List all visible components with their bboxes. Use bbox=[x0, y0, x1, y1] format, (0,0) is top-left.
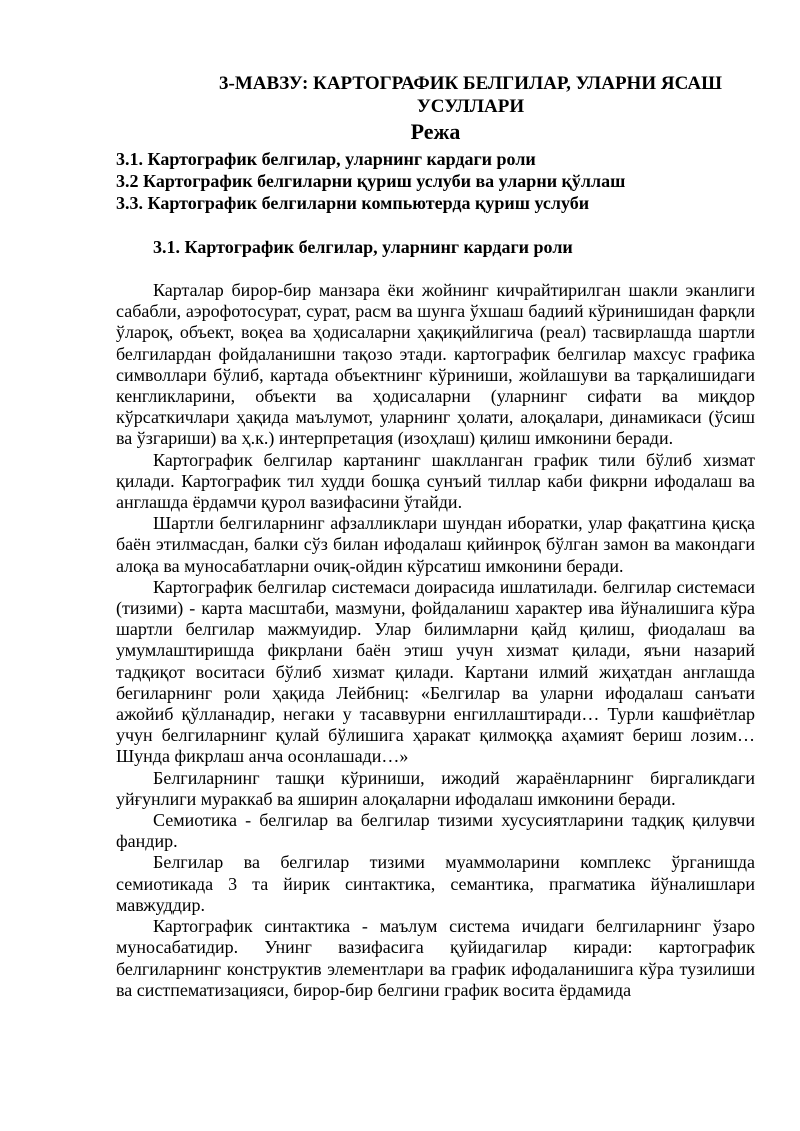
page-title: 3-МАВЗУ: КАРТОГРАФИК БЕЛГИЛАР, УЛАРНИ ЯСАШ УСУЛЛАРИ bbox=[219, 73, 722, 117]
plan-item: 3.1. Картографик белгилар, уларнинг кардаги роли bbox=[116, 149, 536, 169]
paragraph: Белгиларнинг ташқи кўриниши, ижодий жараёнларнинг биргаликдаги уйғунлиги мураккаб ва яширин алоқаларни ифодалаш имконини беради. bbox=[116, 767, 755, 809]
plan-list bbox=[116, 148, 755, 214]
paragraph: Карталар бирор-бир манзара ёки жойнинг кичрайтирилган шакли эканлиги сабабли, аэрофотосурат, сурат, расм ва шунга ўхшаш бадиий кўринишидан фарқли ўлароқ, объект, воқеа ва ҳодисаларни ҳақиқийлигича (реал) тасвирлашда шартли белгилардан фойдаланишни тақозо этади. картографик белгилар махсус графика символлари бўлиб, картада объектнинг кўриниши, жойлашуви ва тарқалишидаги кенгликларини, объекти ва ҳодисаларни (уларнинг сифати ва миқдор кўрсаткичлари ҳақида маълумот, уларнинг ҳолати, алоқалари, динамикаси (ўсиш ва ўзгариши) ва ҳ.к.) интерпретация (изоҳлаш) қилиш имконини беради. bbox=[116, 280, 755, 449]
section-heading: 3.1. Картографик белгилар, уларнинг кардаги роли bbox=[153, 237, 573, 257]
paragraph: Белгилар ва белгилар тизими муаммоларини комплекс ўрганишда семиотикада 3 та йирик синтактика, семантика, прагматика йўналишлари мавжуддир. bbox=[116, 852, 755, 915]
document-page bbox=[116, 72, 755, 1001]
paragraph: Картографик белгилар картанинг шаклланган график тили бўлиб хизмат қилади. Картографик тил худди бошқа сунъий тиллар каби фикрни ифодалаш ва англашда ёрдамчи қурол вазифасини ўтайди. bbox=[116, 449, 755, 513]
paragraph: Шартли белгиларнинг афзалликлари шундан иборатки, улар фақатгина қисқа баён этилмасдан, балки сўз билан ифодалаш қийинроқ бўлган замон ва макондаги алоқа ва муносабатларни очиқ-ойдин кўрсатиш имконини беради. bbox=[116, 513, 755, 576]
plan-heading: Режа bbox=[410, 119, 461, 144]
paragraph: Картографик белгилар системаси доирасида ишлатилади. белгилар системаси (тизими) - карта масштаби, мазмуни, фойдаланиш характер ива йўналишига кўра шартли белгилар мажмуидир. Улар билимларни қайд қилиш, фиодалаш ва умумлаштиришда фикрлани баён этиш учун хизмат қилади, яъни назарий тадқиқот воситаси бўлиб хизмат қилади. Картани илмий жиҳатдан англашда бегиларнинг роли ҳақида Лейбниц: «Белгилар ва уларни ифодалаш санъати ажойиб қўлланадир, негаки у тасаввурни енгиллаштиради… Турли кашфиётлар учун белгиларнинг қулай бўлишига ҳаракат қилмоққа аҳамият бериш лозим… Шунда фикрлаш анча осонлашади…» bbox=[116, 576, 755, 767]
paragraph: Картографик синтактика - маълум система ичидаги белгиларнинг ўзаро муносабатидир. Унинг вазифасига қуйидагилар киради: картографик белгиларнинг конструктив элементлари ва график ифодаланишига кўра тузилиши ва систпематизацияси, бирор-бир белгини график восита ёрдамида bbox=[116, 916, 755, 1000]
paragraph: Семиотика - белгилар ва белгилар тизими хусусиятларини тадқиқ қилувчи фандир. bbox=[116, 810, 755, 852]
plan-item: 3.2 Картографик белгиларни қуриш услуби ва уларни қўллаш bbox=[116, 171, 626, 191]
plan-item: 3.3. Картографик белгиларни компьютерда қуриш услуби bbox=[116, 193, 590, 213]
